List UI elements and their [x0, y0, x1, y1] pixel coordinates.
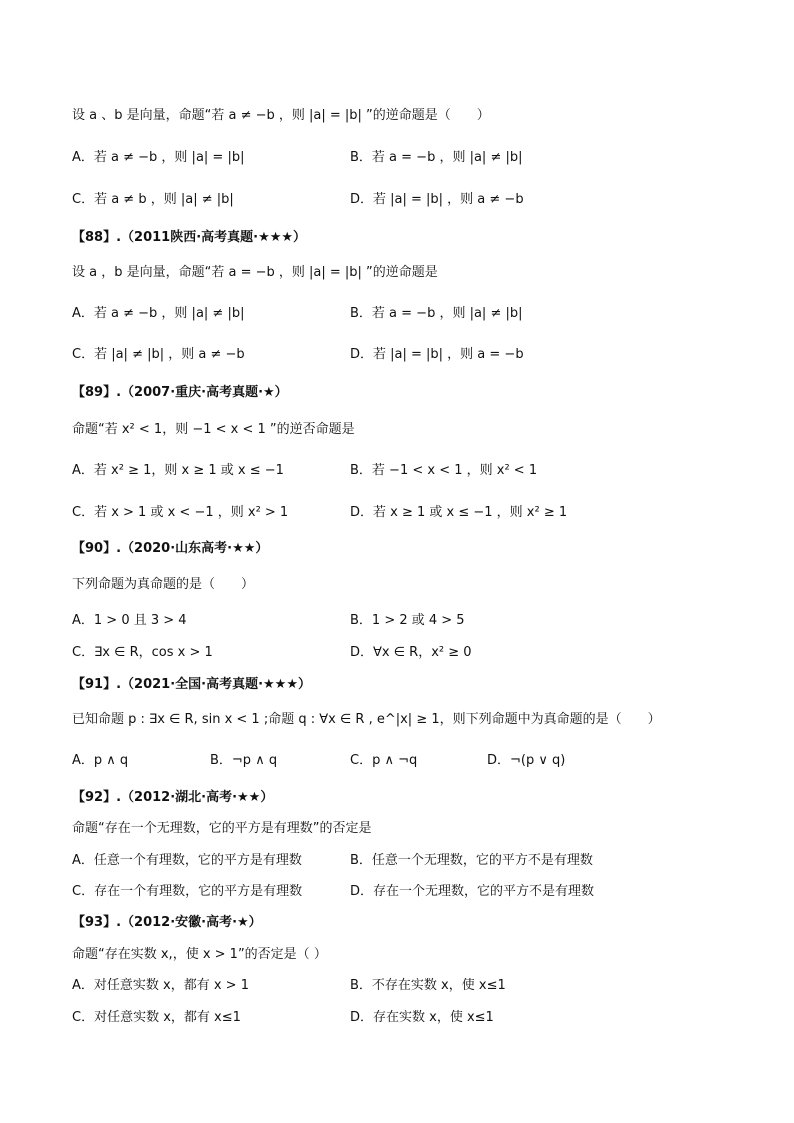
question-88-option-c: C．若 |a| ≠ |b| ，则 a ≠ −b [72, 347, 245, 362]
question-88-option-d: D．若 |a| = |b| ，则 a = −b [350, 347, 524, 362]
question-87-option-b: B．若 a = −b ，则 |a| ≠ |b| [350, 150, 523, 165]
question-91-option-a: A．p ∧ q [72, 753, 129, 768]
question-93-stem: 命题“存在实数 x,，使 x > 1”的否定是（ ） [72, 947, 327, 962]
question-90-option-d: D．∀x ∈ R，x² ≥ 0 [350, 645, 472, 660]
question-93-option-b: B．不存在实数 x，使 x≤1 [350, 978, 506, 993]
question-92-option-b: B．任意一个无理数，它的平方不是有理数 [350, 853, 593, 868]
question-90-option-a: A．1 > 0 且 3 > 4 [72, 613, 187, 628]
question-93-option-a: A．对任意实数 x，都有 x > 1 [72, 978, 249, 993]
question-91-option-c: C．p ∧ ¬q [350, 753, 418, 768]
question-87-option-a: A．若 a ≠ −b ，则 |a| = |b| [72, 150, 245, 165]
question-91-stem: 已知命题 p : ∃x ∈ R, sin x < 1 ;命题 q : ∀x ∈ R , e^|x| ≥ 1，则下列命题中为真命题的是（ ） [72, 712, 661, 727]
question-90-option-b: B．1 > 2 或 4 > 5 [350, 613, 465, 628]
question-92-option-a: A．任意一个有理数，它的平方是有理数 [72, 853, 302, 868]
question-90-option-c: C．∃x ∈ R，cos x > 1 [72, 645, 213, 660]
question-92-option-c: C．存在一个有理数，它的平方是有理数 [72, 884, 303, 899]
question-88-option-a: A．若 a ≠ −b ，则 |a| ≠ |b| [72, 306, 245, 321]
question-88-header: 【88】.（2011陕西·高考真题·★★★） [72, 230, 307, 245]
question-89-option-d: D．若 x ≥ 1 或 x ≤ −1 ，则 x² ≥ 1 [350, 505, 568, 520]
question-90-header: 【90】.（2020·山东高考·★★） [72, 541, 269, 556]
question-93-option-d: D．存在实数 x，使 x≤1 [350, 1010, 494, 1025]
question-89-stem: 命题“若 x² < 1，则 −1 < x < 1 ”的逆否命题是 [72, 422, 355, 437]
question-89-option-b: B．若 −1 < x < 1 ，则 x² < 1 [350, 463, 538, 478]
question-92-stem: 命题“存在一个无理数，它的平方是有理数”的否定是 [72, 821, 372, 836]
question-89-option-c: C．若 x > 1 或 x < −1 ，则 x² > 1 [72, 505, 289, 520]
question-93-option-c: C．对任意实数 x，都有 x≤1 [72, 1010, 241, 1025]
question-87-option-d: D．若 |a| = |b| ，则 a ≠ −b [350, 192, 524, 207]
question-92-option-d: D．存在一个无理数，它的平方不是有理数 [350, 884, 595, 899]
question-88-stem: 设 a ，b 是向量，命题“若 a = −b ，则 |a| = |b| ”的逆命题是 [72, 265, 438, 280]
question-87-option-c: C．若 a ≠ b ，则 |a| ≠ |b| [72, 192, 234, 207]
question-88-option-b: B．若 a = −b ，则 |a| ≠ |b| [350, 306, 523, 321]
question-89-option-a: A．若 x² ≥ 1，则 x ≥ 1 或 x ≤ −1 [72, 463, 284, 478]
question-91-option-d: D．¬(p ∨ q) [487, 753, 566, 768]
question-87-stem: 设 a 、b 是向量，命题“若 a ≠ −b ，则 |a| = |b| ”的逆命题是（ ） [72, 108, 490, 123]
question-93-header: 【93】.（2012·安徽·高考·★） [72, 915, 262, 930]
question-91-option-b: B．¬p ∧ q [210, 753, 278, 768]
question-92-header: 【92】.（2012·湖北·高考·★★） [72, 790, 274, 805]
question-90-stem: 下列命题为真命题的是（ ） [72, 577, 255, 592]
question-91-header: 【91】.（2021·全国·高考真题·★★★） [72, 677, 311, 692]
question-89-header: 【89】.（2007·重庆·高考真题·★） [72, 385, 288, 400]
